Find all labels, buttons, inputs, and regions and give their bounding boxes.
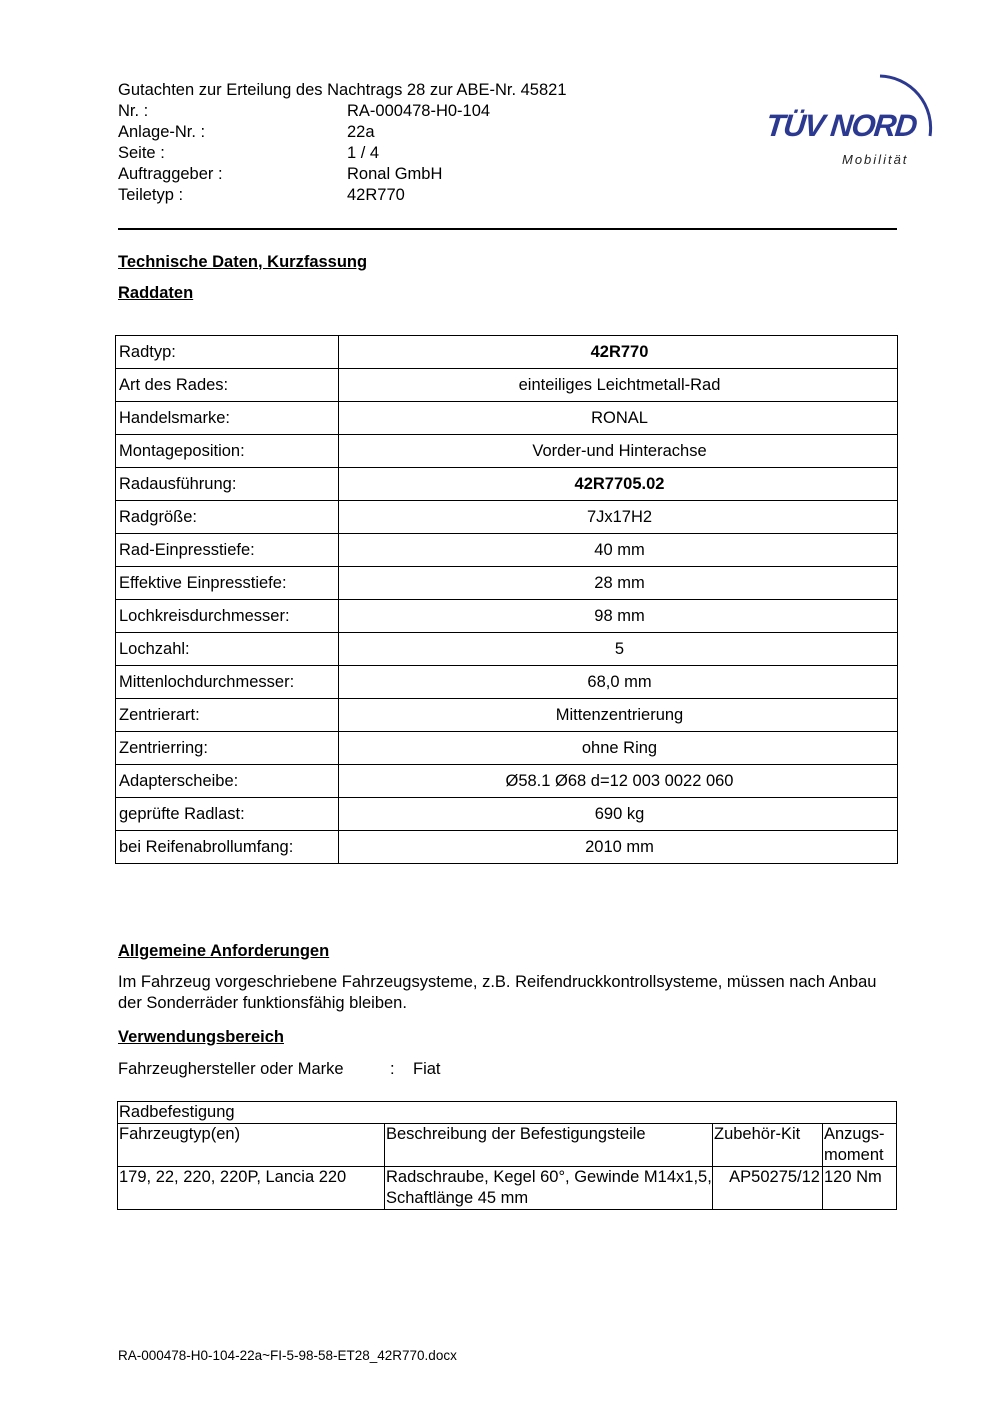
- raddaten-label: Radausführung:: [116, 468, 339, 501]
- section-title-raddaten: Raddaten: [118, 284, 194, 302]
- raddaten-value: 690 kg: [339, 798, 898, 831]
- section-title-technical: Technische Daten, Kurzfassung: [118, 253, 368, 271]
- header-divider: [118, 228, 897, 230]
- raddaten-value: 28 mm: [339, 567, 898, 600]
- header-label: Nr. :: [118, 102, 149, 120]
- table-cell: Radschraube, Kegel 60°, Gewinde M14x1,5, Schaftlänge 45 mm: [385, 1167, 713, 1210]
- table-row: [116, 798, 898, 831]
- table-header-row: [118, 1124, 897, 1167]
- raddaten-label: geprüfte Radlast:: [116, 798, 339, 831]
- table-cell: AP50275/12: [713, 1167, 823, 1210]
- table-title-row: [118, 1102, 897, 1124]
- table-row: [116, 369, 898, 402]
- raddaten-value: 5: [339, 633, 898, 666]
- section-title-allgemein: Allgemeine Anforderungen: [118, 942, 330, 960]
- raddaten-value: RONAL: [339, 402, 898, 435]
- hersteller-label: Fahrzeughersteller oder Marke: [118, 1060, 344, 1078]
- table-cell: 120 Nm: [823, 1167, 897, 1210]
- header-label: Teiletyp :: [118, 186, 184, 204]
- table-row: [116, 501, 898, 534]
- header-row: [118, 143, 567, 164]
- table-row: [118, 1167, 897, 1210]
- logo-subtitle: Mobilität: [842, 152, 909, 167]
- raddaten-label: Radtyp:: [116, 336, 339, 369]
- footer-filename: RA-000478-H0-104-22a~FI-5-98-58-ET28_42R770.docx: [118, 1348, 457, 1363]
- table-cell: 179, 22, 220, 220P, Lancia 220: [118, 1167, 385, 1210]
- table-row: [116, 666, 898, 699]
- raddaten-label: Handelsmarke:: [116, 402, 339, 435]
- table-row: [116, 633, 898, 666]
- raddaten-value: 7Jx17H2: [339, 501, 898, 534]
- header-value: 1 / 4: [347, 144, 380, 162]
- hersteller-separator: :: [390, 1060, 395, 1078]
- tuv-nord-logo: [762, 58, 942, 173]
- column-header: Anzugs- moment: [823, 1124, 897, 1167]
- header-row: [118, 101, 567, 122]
- raddaten-value: einteiliges Leichtmetall-Rad: [339, 369, 898, 402]
- raddaten-value: 98 mm: [339, 600, 898, 633]
- raddaten-label: Radgröße:: [116, 501, 339, 534]
- raddaten-value: 68,0 mm: [339, 666, 898, 699]
- header-value: 22a: [347, 123, 375, 141]
- raddaten-label: Montageposition:: [116, 435, 339, 468]
- table-row: [116, 765, 898, 798]
- radbefestigung-title: Radbefestigung: [118, 1102, 897, 1124]
- raddaten-label: Lochzahl:: [116, 633, 339, 666]
- document-title: Gutachten zur Erteilung des Nachtrags 28 zur ABE-Nr. 45821: [118, 81, 567, 99]
- raddaten-label: Rad-Einpresstiefe:: [116, 534, 339, 567]
- table-row: [116, 600, 898, 633]
- table-row: [116, 402, 898, 435]
- table-row: [116, 435, 898, 468]
- raddaten-label: Mittenlochdurchmesser:: [116, 666, 339, 699]
- raddaten-value: Ø58.1 Ø68 d=12 003 0022 060: [339, 765, 898, 798]
- raddaten-value: 42R770: [339, 336, 898, 369]
- table-row: [116, 567, 898, 600]
- raddaten-value: Mittenzentrierung: [339, 699, 898, 732]
- hersteller-value: Fiat: [413, 1060, 441, 1078]
- column-header: Beschreibung der Befestigungsteile: [385, 1124, 713, 1167]
- raddaten-value: 40 mm: [339, 534, 898, 567]
- raddaten-value: Vorder-und Hinterachse: [339, 435, 898, 468]
- document-header: [118, 80, 567, 206]
- raddaten-label: Art des Rades:: [116, 369, 339, 402]
- header-value: Ronal GmbH: [347, 165, 443, 183]
- raddaten-label: Adapterscheibe:: [116, 765, 339, 798]
- raddaten-value: 2010 mm: [339, 831, 898, 864]
- column-header: Fahrzeugtyp(en): [118, 1124, 385, 1167]
- raddaten-label: Effektive Einpresstiefe:: [116, 567, 339, 600]
- radbefestigung-table: [117, 1101, 897, 1210]
- table-row: [116, 699, 898, 732]
- raddaten-label: Zentrierart:: [116, 699, 339, 732]
- table-row: [116, 831, 898, 864]
- header-label: Anlage-Nr. :: [118, 123, 206, 141]
- header-row: [118, 122, 567, 143]
- raddaten-label: Zentrierring:: [116, 732, 339, 765]
- header-value: 42R770: [347, 186, 405, 204]
- raddaten-table: [115, 335, 898, 864]
- header-value: RA-000478-H0-104: [347, 102, 491, 120]
- header-row: [118, 185, 567, 206]
- raddaten-label: Lochkreisdurchmesser:: [116, 600, 339, 633]
- table-row: [116, 468, 898, 501]
- raddaten-value: 42R7705.02: [339, 468, 898, 501]
- column-header: Zubehör-Kit: [713, 1124, 823, 1167]
- logo-wordmark: TÜV NORD: [764, 108, 918, 143]
- table-row: [116, 534, 898, 567]
- table-row: [116, 732, 898, 765]
- section-title-verwendung: Verwendungsbereich: [118, 1028, 284, 1046]
- header-row: [118, 164, 567, 185]
- raddaten-value: ohne Ring: [339, 732, 898, 765]
- header-label: Seite :: [118, 144, 165, 162]
- header-label: Auftraggeber :: [118, 165, 223, 183]
- allgemein-paragraph: Im Fahrzeug vorgeschriebene Fahrzeugsysteme, z.B. Reifendruckkontrollsysteme, müssen nach Anbau der Sonderräder funktionsfähig bleiben.: [118, 973, 877, 1012]
- table-row: [116, 336, 898, 369]
- hersteller-line: [118, 1059, 898, 1080]
- raddaten-label: bei Reifenabrollumfang:: [116, 831, 339, 864]
